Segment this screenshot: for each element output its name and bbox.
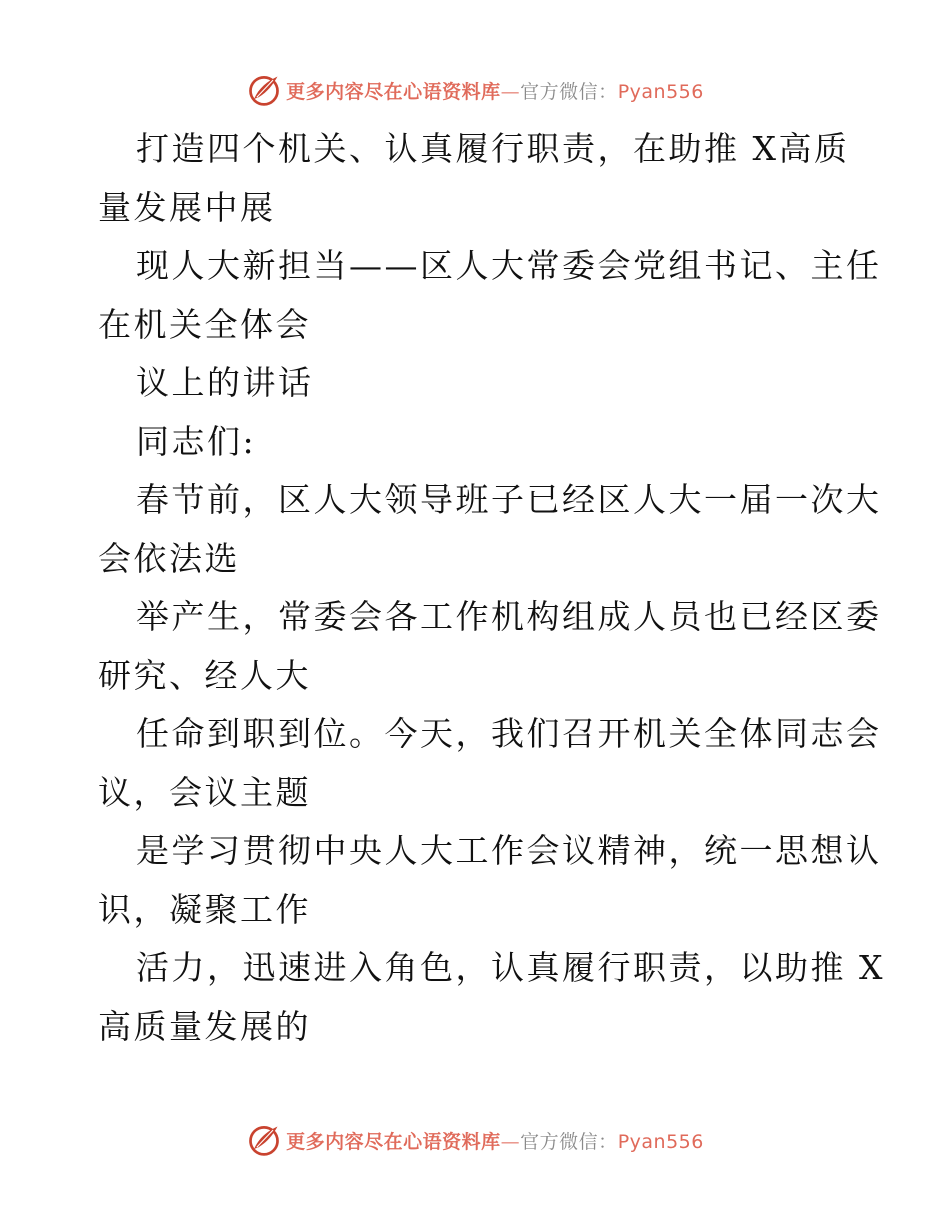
doc-line: 议，会议主题: [98, 772, 311, 812]
doc-line: 高质量发展的: [98, 1006, 311, 1046]
doc-line: 举产生，常委会各工作机构组成人员也已经区委: [136, 597, 882, 636]
feather-logo-icon: [246, 72, 282, 108]
document-body: [98, 120, 885, 1056]
footer-dash: —: [500, 1130, 521, 1153]
footer-brand: 更多内容尽在心语资料库: [286, 1130, 501, 1153]
header-brand: 更多内容尽在心语资料库: [286, 80, 501, 103]
header-banner-text: [286, 77, 704, 104]
footer-banner-text: [286, 1127, 704, 1154]
doc-line: 研究、经人大: [98, 655, 311, 695]
doc-line: 活力，迅速进入角色，认真履行职责，以助推 X: [136, 948, 885, 987]
header-wechat-id: Pyan556: [617, 80, 704, 103]
doc-line: 打造四个机关、认真履行职责，在助推 X高质: [136, 129, 850, 168]
doc-line: 量发展中展: [98, 187, 276, 227]
footer-wechat-label: 官方微信：: [520, 1130, 618, 1153]
doc-line: 任命到职到位。今天，我们召开机关全体同志会: [136, 714, 882, 753]
header-wechat-label: 官方微信：: [520, 80, 618, 103]
doc-line: 会依法选: [98, 538, 240, 578]
doc-line: 在机关全体会: [98, 304, 311, 344]
doc-line: 同志们:: [136, 421, 257, 461]
doc-line: 春节前，区人大领导班子已经区人大一届一次大: [136, 480, 882, 519]
doc-line: 是学习贯彻中央人大工作会议精神，统一思想认: [136, 831, 882, 870]
doc-line: 识，凝聚工作: [98, 889, 311, 929]
footer-wechat-id: Pyan556: [617, 1130, 704, 1153]
header-banner: [0, 70, 950, 110]
feather-logo-icon: [246, 1122, 282, 1158]
footer-banner: [0, 1120, 950, 1160]
doc-line: 现人大新担当——区人大常委会党组书记、主任: [136, 246, 882, 285]
header-dash: —: [500, 80, 521, 103]
doc-line: 议上的讲话: [136, 363, 314, 402]
